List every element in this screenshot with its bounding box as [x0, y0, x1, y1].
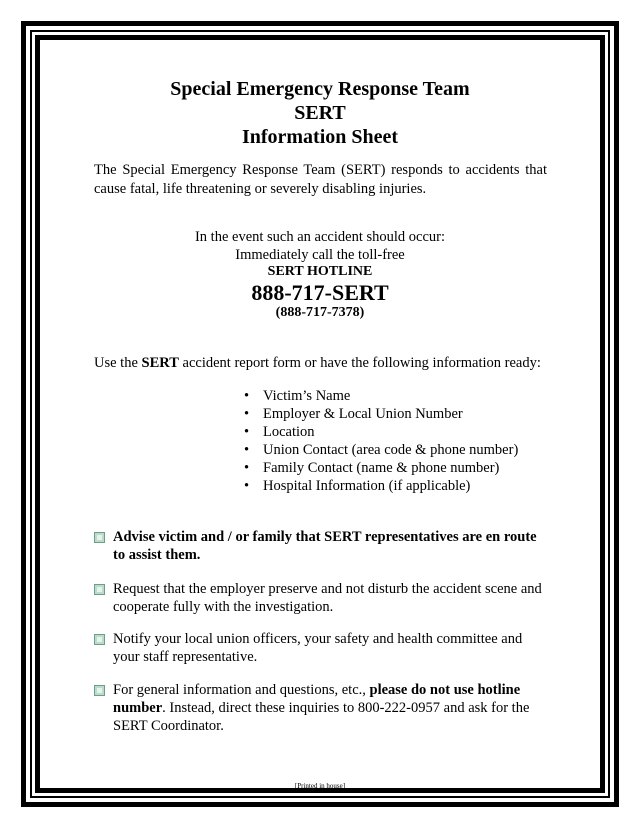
bullet-glyph: • [244, 442, 250, 458]
use-suffix: accident report form or have the following information ready: [178, 355, 541, 371]
bullet-glyph: • [244, 406, 250, 422]
list-item [244, 423, 518, 441]
hotline-number: 888-717-SERT [251, 280, 389, 305]
title-line-2: SERT [294, 102, 346, 124]
list-item [244, 441, 518, 459]
action-advise [94, 528, 546, 564]
bullet-glyph: • [244, 478, 250, 494]
action-advise-text: Advise victim and / or family that SERT representatives are en route to assist them. [113, 529, 537, 563]
action-request-text: Request that the employer preserve and not disturb the accident scene and cooperate fully with the investigation. [113, 581, 542, 615]
info-checklist [244, 387, 518, 495]
bullet-glyph: • [244, 460, 250, 476]
general-bold: please do not use hotline number [113, 682, 521, 716]
action-notify [94, 630, 546, 666]
checkbox-icon [94, 532, 105, 543]
use-prefix: Use the [94, 355, 142, 371]
use-instructions [94, 354, 554, 373]
general-prefix: For general information and questions, etc., [113, 682, 370, 698]
list-item [244, 477, 518, 495]
bullet-glyph: • [244, 424, 250, 440]
title-line-1: Special Emergency Response Team [170, 78, 470, 100]
action-request [94, 580, 546, 616]
action-notify-text: Notify your local union officers, your safety and health committee and your staff representative. [113, 631, 523, 665]
list-item-text: Location [263, 424, 315, 440]
hotline-label: SERT HOTLINE [267, 264, 373, 279]
list-item-text: Hospital Information (if applicable) [263, 478, 471, 494]
list-item-text: Employer & Local Union Number [263, 406, 463, 422]
checkbox-icon [94, 584, 105, 595]
event-line: In the event such an accident should occur: [194, 229, 446, 245]
use-bold: SERT [141, 355, 179, 371]
call-line: Immediately call the toll-free [235, 247, 405, 263]
list-item-text: Union Contact (area code & phone number) [263, 442, 519, 458]
printed-footer: [Printed in house] [294, 782, 346, 790]
checkbox-icon [94, 634, 105, 645]
list-item-text: Victim’s Name [263, 388, 351, 404]
list-item [244, 405, 518, 423]
title-line-3: Information Sheet [241, 126, 399, 148]
intro-paragraph: The Special Emergency Response Team (SERT) responds to accidents that cause fatal, life threatening or severely disabling injuries. [94, 162, 547, 197]
general-suffix: . Instead, direct these inquiries to 800-222-0957 and ask for the SERT Coordinator. [113, 700, 530, 734]
action-general-text [113, 681, 546, 735]
list-item [244, 459, 518, 477]
action-general [94, 681, 546, 735]
list-item [244, 387, 518, 405]
hotline-numeric: (888-717-7378) [275, 305, 365, 320]
list-item-text: Family Contact (name & phone number) [263, 460, 500, 476]
checkbox-icon [94, 685, 105, 696]
bullet-glyph: • [244, 388, 250, 404]
